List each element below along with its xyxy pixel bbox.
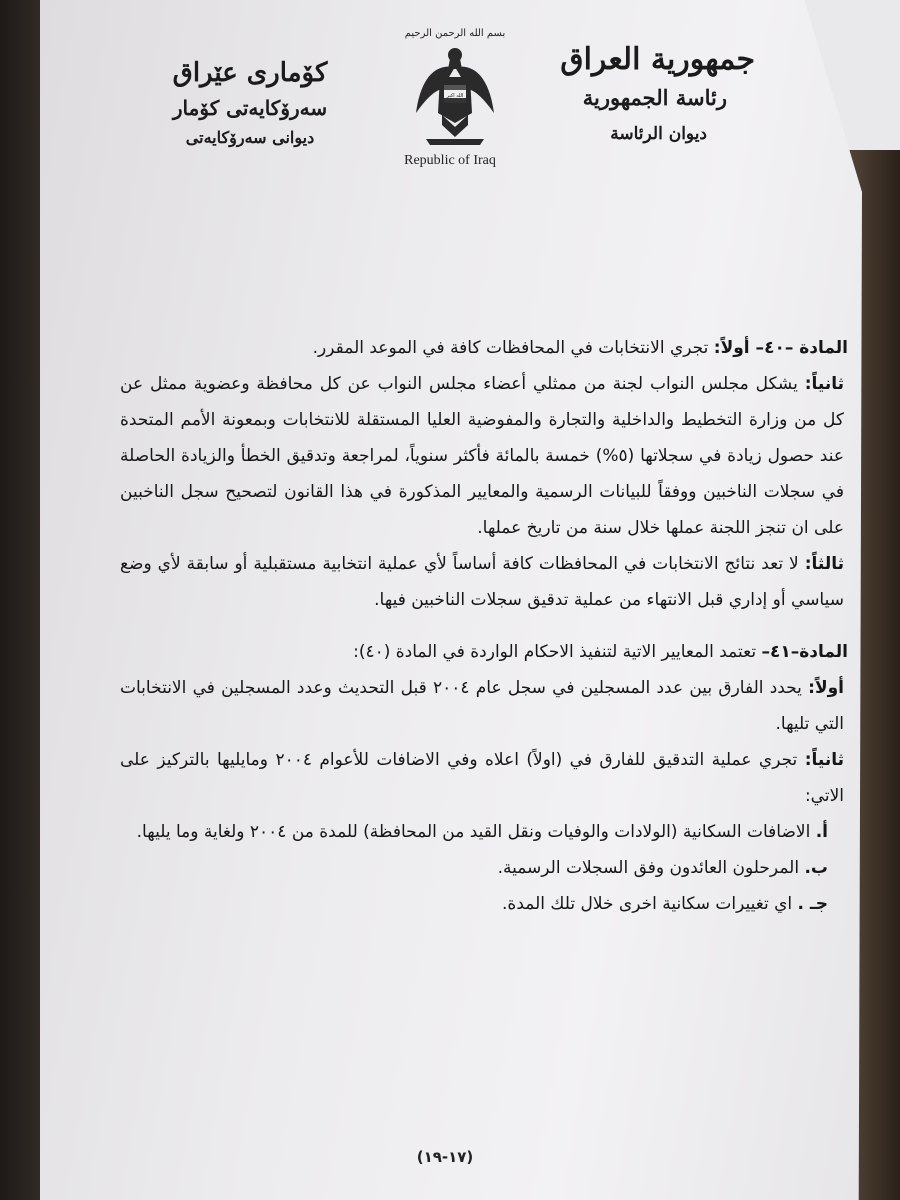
list-item (120, 886, 848, 922)
kurdish-country-title: کۆماری عێراق (172, 58, 328, 88)
article-41-heading: المادة–٤١– (761, 642, 848, 662)
kurdish-letterhead (120, 58, 380, 147)
article-40-second (120, 366, 848, 546)
article-40-third-label: ثالثاً: (804, 554, 844, 574)
list-item-label: ب. (804, 858, 828, 878)
article-41-second (120, 742, 848, 814)
emblem-caption: Republic of Iraq (404, 153, 496, 168)
list-item-text: اي تغييرات سكانية اخرى خلال تلك المدة. (502, 894, 793, 914)
article-41-first-text: يحدد الفارق بين عدد المسجلين في سجل عام ٢٠٠٤ قبل التحديث وعدد المسجلين في الانتخابات التي تليها. (120, 678, 844, 734)
article-41-first-label: أولاً: (808, 678, 845, 698)
article-41-intro-text: تعتمد المعايير الاتية لتنفيذ الاحكام الواردة في المادة (٤٠): (353, 642, 757, 662)
article-40-third-text: لا تعد نتائج الانتخابات في المحافظات كافة أساساً لأي عملية انتخابية مستقبلية أو سابقة لأي وضع سياسي أو إداري قبل الانتهاء من عملية تدقيق سجلات الناخبين فيها. (120, 554, 844, 610)
arabic-office: ديوان الرئاسة (610, 124, 707, 144)
document-body (120, 330, 848, 922)
emblem-block (400, 28, 510, 169)
arabic-country-title: جمهورية العراق (560, 42, 755, 77)
list-item-text: الاضافات السكانية (الولادات والوفيات ونقل القيد من المحافظة) للمدة من ٢٠٠٤ ولغاية وما يليها. (136, 822, 811, 842)
iraq-eagle-emblem-icon (412, 43, 498, 147)
list-item-label: أ. (815, 822, 828, 842)
article-40-first (120, 330, 848, 366)
list-item (120, 850, 848, 886)
arabic-letterhead (495, 42, 755, 144)
page-number: (١٧-١٩) (416, 1148, 474, 1166)
article-41-first (120, 670, 848, 742)
basmala: بسم الله الرحمن الرحيم (404, 28, 506, 39)
article-41-intro (120, 634, 848, 670)
article-40-first-text: تجري الانتخابات في المحافظات كافة في الموعد المقرر. (312, 338, 709, 358)
article-40-second-text: يشكل مجلس النواب لجنة من ممثلي أعضاء مجلس النواب عن كل محافظة وعضوية ممثل عن كل من وزارة التخطيط والداخلية والتجارة والمفوضية العليا المستقلة للانتخابات وبمعونة الأمم المتحدة عند حصول زيادة في سجلاتها (٥%) خمسة بالمائة فأكثر سنوياً، لمراجعة وتدقيق الخطأ والزيادة الحاصلة في سجلات الناخبين ووفقاً للبيانات الرسمية والمعايير المذكورة في هذا القانون لتصحيح سجل الناخبين على ان تنجز اللجنة عملها خلال سنة من تاريخ عملها. (120, 374, 844, 538)
list-item (120, 814, 848, 850)
list-item-text: المرحلون العائدون وفق السجلات الرسمية. (497, 858, 800, 878)
article-40-second-label: ثانياً: (804, 374, 845, 394)
article-41-second-text: تجري عملية التدقيق للفارق في (اولاً) اعلاه وفي الاضافات للأعوام ٢٠٠٤ ومايليها بالتركيز على الاتي: (120, 750, 844, 806)
list-item-label: جـ . (797, 894, 828, 914)
kurdish-presidency: سەرۆکایەتی کۆمار (172, 96, 328, 120)
kurdish-office: دیوانی سەرۆکایەتی (185, 128, 315, 147)
article-40-heading: المادة –٤٠– أولاً: (713, 338, 848, 358)
svg-text:الله اكبر: الله اكبر (446, 93, 464, 99)
article-40-third (120, 546, 848, 618)
arabic-presidency: رئاسة الجمهورية (582, 85, 727, 110)
article-41-second-label: ثانياً: (804, 750, 845, 770)
